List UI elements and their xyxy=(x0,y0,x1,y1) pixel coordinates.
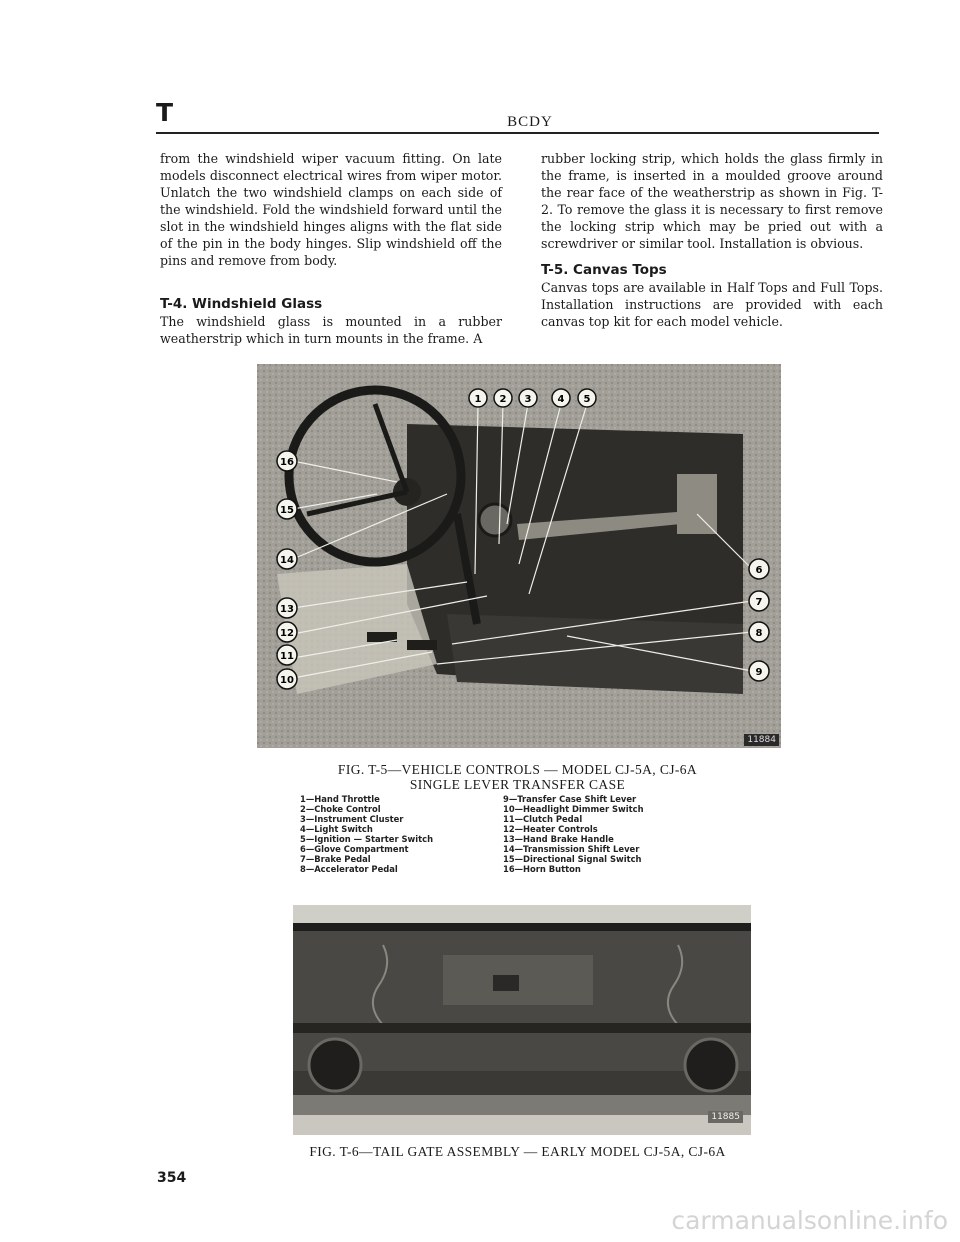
legend-right xyxy=(503,794,644,874)
legend-item: 11—Clutch Pedal xyxy=(503,814,583,824)
intro-paragraph: from the windshield wiper vacuum fitting. On late models disconnect electrical wires from wiper motor. Unlatch the two windshield clamps on each side of the windshield. Fold the windshield forward until the slot in the windshield hinges aligns with the flat side of the pin in the body hinges. Slip windshield off the pins and remove from body. xyxy=(160,151,502,268)
svg-text:2: 2 xyxy=(499,394,507,405)
callout-10 xyxy=(277,669,297,689)
svg-text:13: 13 xyxy=(280,604,294,615)
callout-2 xyxy=(494,389,512,407)
svg-text:12: 12 xyxy=(280,628,294,639)
legend-item: 14—Transmission Shift Lever xyxy=(503,844,640,854)
vehicle-controls-photo xyxy=(257,364,781,748)
photo-tag: 11884 xyxy=(744,734,779,746)
callout-9 xyxy=(749,661,769,681)
svg-text:1: 1 xyxy=(474,394,482,405)
svg-text:10: 10 xyxy=(280,675,294,686)
callout-16 xyxy=(277,451,297,471)
vehicle-controls-illustration xyxy=(257,364,781,748)
svg-text:11: 11 xyxy=(280,651,294,662)
legend-item: 6—Glove Compartment xyxy=(300,844,409,854)
callout-12 xyxy=(277,622,297,642)
legend-item: 7—Brake Pedal xyxy=(300,854,371,864)
callout-13 xyxy=(277,598,297,618)
t4-heading: T-4. Windshield Glass xyxy=(160,296,323,312)
figure-t5-caption xyxy=(156,762,879,792)
figure-t6-caption: FIG. T-6—TAIL GATE ASSEMBLY — EARLY MODEL CJ-5A, CJ-6A xyxy=(309,1144,726,1159)
callout-4 xyxy=(552,389,570,407)
page-number: 354 xyxy=(157,1170,187,1186)
legend-item: 9—Transfer Case Shift Lever xyxy=(503,794,637,804)
callout-3 xyxy=(519,389,537,407)
legend-item: 1—Hand Throttle xyxy=(300,794,380,804)
legend-item: 2—Choke Control xyxy=(300,804,381,814)
svg-text:6: 6 xyxy=(755,565,763,576)
t5-heading: T-5. Canvas Tops xyxy=(541,262,667,278)
right-column xyxy=(541,150,883,330)
legend-item: 4—Light Switch xyxy=(300,824,373,834)
legend-item: 10—Headlight Dimmer Switch xyxy=(503,804,644,814)
callout-7 xyxy=(749,591,769,611)
section-letter: T xyxy=(156,98,174,127)
svg-text:8: 8 xyxy=(755,628,763,639)
figure-t5-caption-line2: SINGLE LEVER TRANSFER CASE xyxy=(409,777,626,792)
callout-14 xyxy=(277,549,297,569)
legend-item: 13—Hand Brake Handle xyxy=(503,834,614,844)
svg-text:7: 7 xyxy=(755,597,763,608)
t5-paragraph: Canvas tops are available in Half Tops and Full Tops. Installation instructions are provided with each canvas top kit for each model vehicle. xyxy=(541,280,883,329)
legend-item: 12—Heater Controls xyxy=(503,824,598,834)
callout-6 xyxy=(749,559,769,579)
callout-15 xyxy=(277,499,297,519)
legend-item: 3—Instrument Cluster xyxy=(300,814,404,824)
svg-text:14: 14 xyxy=(280,555,294,566)
svg-text:4: 4 xyxy=(557,394,565,405)
legend-item: 5—Ignition — Starter Switch xyxy=(300,834,434,844)
callout-8 xyxy=(749,622,769,642)
callout-5 xyxy=(578,389,596,407)
left-column xyxy=(160,150,502,347)
svg-text:9: 9 xyxy=(755,667,763,678)
legend-item: 8—Accelerator Pedal xyxy=(300,864,398,874)
legend-item: 15—Directional Signal Switch xyxy=(503,854,642,864)
svg-text:16: 16 xyxy=(280,457,294,468)
continued-paragraph: rubber locking strip, which holds the glass firmly in the frame, is inserted in a moulded groove around the rear face of the weatherstrip as shown in Fig. T-2. To remove the glass it is necessary to first remove the locking strip which may be pried out with a screwdriver or similar tool. Installation is obvious. xyxy=(541,151,883,251)
tail-gate-photo xyxy=(293,905,751,1135)
header-rule xyxy=(156,132,879,134)
photo-tag: 11885 xyxy=(708,1111,743,1123)
svg-text:5: 5 xyxy=(583,394,591,405)
svg-text:15: 15 xyxy=(280,505,294,516)
svg-text:3: 3 xyxy=(524,394,532,405)
running-title: BCDY xyxy=(507,114,553,130)
watermark: carmanualsonline.info xyxy=(671,1206,948,1235)
legend-item: 16—Horn Button xyxy=(503,864,581,874)
legend-left xyxy=(300,794,433,874)
tail-gate-illustration xyxy=(293,905,751,1135)
figure-t5-caption-line1: FIG. T-5—VEHICLE CONTROLS — MODEL CJ-5A, CJ-6A xyxy=(337,762,698,777)
t4-paragraph: The windshield glass is mounted in a rubber weatherstrip which in turn mounts in the frame. A xyxy=(160,314,502,346)
callout-11 xyxy=(277,645,297,665)
callout-1 xyxy=(469,389,487,407)
